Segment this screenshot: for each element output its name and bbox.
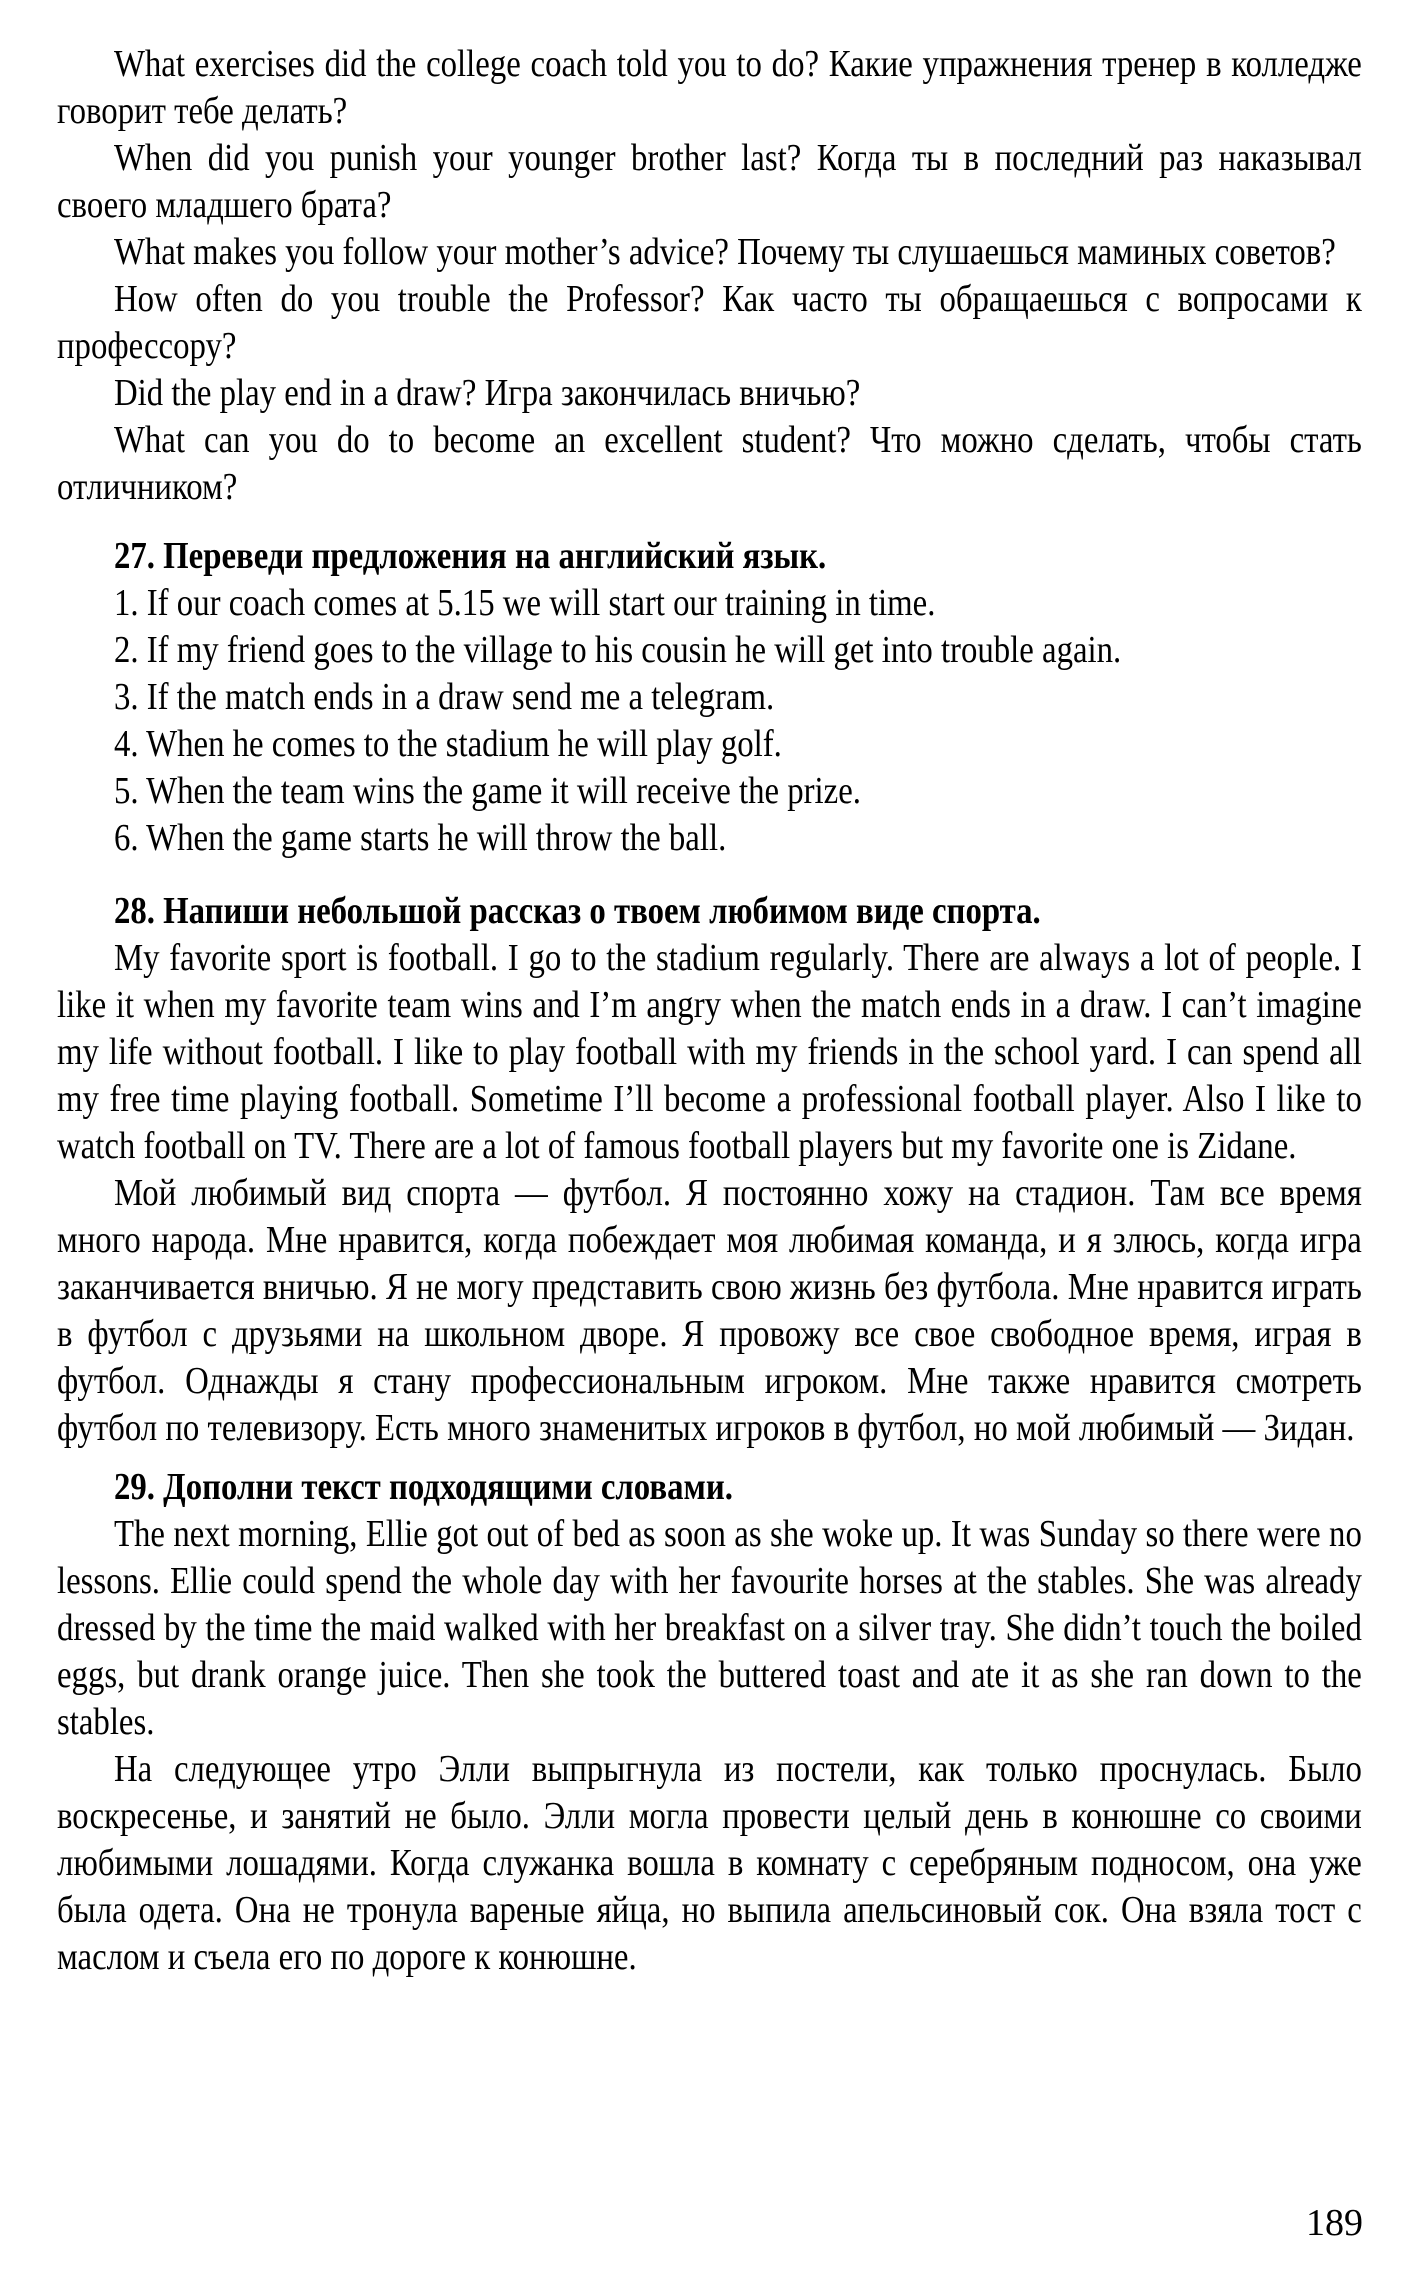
- intro-qa-section: [57, 41, 1362, 511]
- exercise-29-section: [57, 1464, 1362, 1981]
- qa-paragraph: Did the play end in a draw? Игра закончилась вничью?: [113, 372, 861, 414]
- exercise-28-section: [57, 888, 1362, 1452]
- qa-paragraph: How often do you trouble the Professor? Как часто ты обращаешься с вопросами к профессору?: [57, 278, 1362, 367]
- exercise-28-heading: 28. Напиши небольшой рассказ о твоем любимом виде спорта.: [113, 890, 1041, 932]
- exercise-27-heading: 27. Переведи предложения на английский язык.: [113, 535, 827, 577]
- exercise-29-text-russian: На следующее утро Элли выпрыгнула из постели, как только проснулась. Было воскресенье, и занятий не было. Элли могла провести целый день в конюшне со своими любимыми лошадями. Когда служанка вошла в комнату с серебряным подносом, она уже была одета. Она не тронула вареные яйца, но выпила апельсиновый сок. Она взяла тост с маслом и съела его по дороге к конюшне.: [57, 1748, 1362, 1978]
- exercise-27-item: 5. When the team wins the game it will receive the prize.: [113, 770, 861, 812]
- page-number: 189: [1306, 2202, 1363, 2244]
- exercise-27-item: 1. If our coach comes at 5.15 we will start our training in time.: [113, 582, 936, 624]
- exercise-27-item: 2. If my friend goes to the village to his cousin he will get into trouble again.: [113, 629, 1122, 671]
- exercise-27-item: 6. When the game starts he will throw the ball.: [113, 817, 727, 859]
- exercise-28-story-russian: Мой любимый вид спорта — футбол. Я постоянно хожу на стадион. Там все время много народа. Мне нравится, когда побеждает моя любимая команда, и я злюсь, когда игра заканчивается вничью. Я не могу представить свою жизнь без футбола. Мне нравится играть в футбол с друзьями на школьном дворе. Я провожу все свое свободное время, играя в футбол. Однажды я стану профессиональным игроком. Мне также нравится смотреть футбол по телевизору. Есть много знаменитых игроков в футбол, но мой любимый — Зидан.: [57, 1172, 1362, 1449]
- exercise-29-text-english: The next morning, Ellie got out of bed as soon as she woke up. It was Sunday so there were no lessons. Ellie could spend the whole day with her favourite horses at the stables. She was already dressed by the time the maid walked with her breakfast on a silver tray. She didn’t touch the boiled eggs, but drank orange juice. Then she took the buttered toast and ate it as she ran down to the stables.: [57, 1513, 1362, 1743]
- exercise-28-story-english: My favorite sport is football. I go to the stadium regularly. There are always a lot of people. I like it when my favorite team wins and I’m angry when the match ends in a draw. I can’t imagine my life without football. I like to play football with my friends in the school yard. I can spend all my free time playing football. Sometime I’ll become a professional football player. Also I like to watch football on TV. There are a lot of famous football players but my favorite one is Zidane.: [57, 937, 1362, 1167]
- qa-paragraph: What makes you follow your mother’s advice? Почему ты слушаешься маминых советов?: [113, 231, 1336, 273]
- exercise-29-heading: 29. Дополни текст подходящими словами.: [113, 1466, 733, 1508]
- exercise-27-item: 4. When he comes to the stadium he will play golf.: [113, 723, 782, 765]
- qa-paragraph: What exercises did the college coach told you to do? Какие упражнения тренер в колледже говорит тебе делать?: [57, 43, 1362, 132]
- page-content: [57, 41, 1362, 1981]
- qa-paragraph: When did you punish your younger brother last? Когда ты в последний раз наказывал своего младшего брата?: [57, 137, 1362, 226]
- qa-paragraph: What can you do to become an excellent student? Что можно сделать, чтобы стать отличником?: [57, 419, 1362, 508]
- exercise-27-item: 3. If the match ends in a draw send me a telegram.: [113, 676, 775, 718]
- exercise-27-section: [57, 533, 1362, 862]
